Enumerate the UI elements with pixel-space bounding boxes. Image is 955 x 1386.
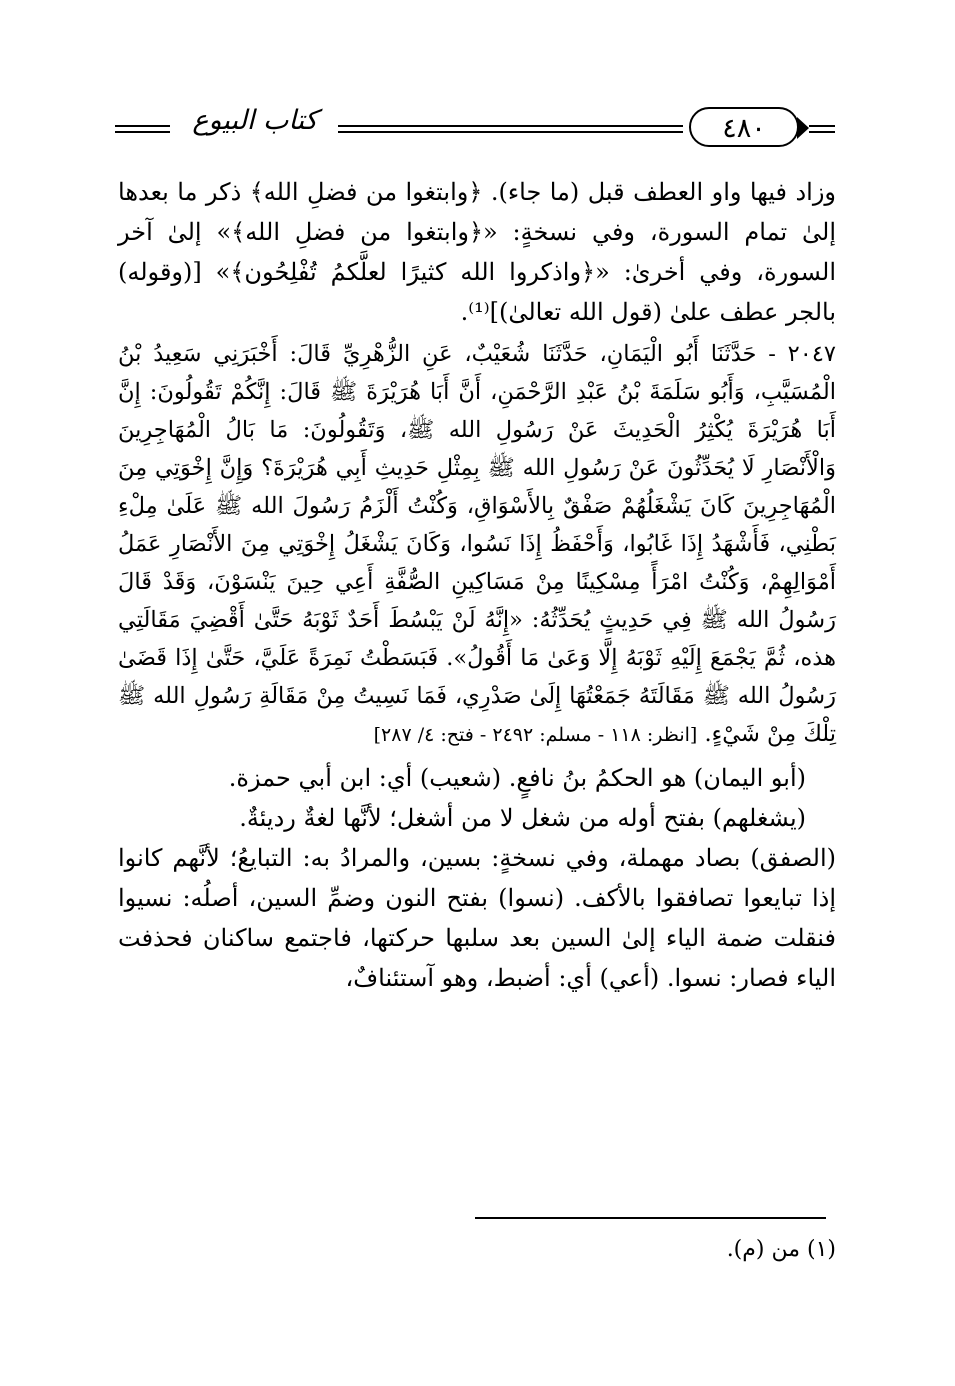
footnote: (١) من (م).: [726, 1237, 836, 1262]
commentary-line: (أبو اليمان) هو الحكمُ بنُ نافعٍ. (شعيب) أي: ابن أبي حمزة.: [228, 764, 806, 792]
commentary-paragraph: (الصفق) بصاد مهملة، وفي نسخةٍ: بسين، والمرادُ به: التبايعُ؛ لأنَّهم كانوا إذا تبايعوا تصافقوا بالأكف. (نسوا) بفتح النون وضمِّ السين، أصلُه: نسيوا فنقلت ضمة الياء إلىٰ السين بعد سلبها حركتها، فاجتمع ساكنان فحذفت الياء فصار: نسوا. (أعي) أي: أضبط، وهو آستئنافٌ،: [118, 844, 836, 992]
page-header: [115, 100, 835, 156]
hadith-reference: [انظر: ١١٨ - مسلم: ٢٤٩٢ - فتح: ٤/ ٢٨٧]: [373, 724, 698, 746]
commentary-line: (يشغلهم) بفتح أوله من شغل لا من أشغل؛ لأنَّها لغةٌ رديئةٌ.: [239, 804, 806, 832]
header-rule: [115, 131, 170, 133]
header-rule: [809, 125, 835, 127]
intro-paragraph: وزاد فيها واو العطف قبل (ما جاء). ﴿وابتغوا من فضلِ الله﴾ ذكر ما بعدها إلىٰ تمام السورة، وفي نسخةٍ: «﴿وابتغوا من فضلِ الله﴾» إلىٰ آخر السورة، وفي أخرىٰ: «﴿واذكروا الله كثيرًا لعلَّكمُ تُفْلِحُون﴾» [(وقوله) بالجر عطف علىٰ (قول الله تعالىٰ)]⁽¹⁾.: [118, 178, 836, 326]
hadith-paragraph: [118, 335, 836, 754]
header-rule: [338, 131, 683, 133]
page-number: ٤٨٠: [689, 107, 799, 147]
book-title: كتاب البيوع: [192, 105, 318, 136]
header-rule: [338, 125, 683, 127]
footnote-divider: [475, 1217, 826, 1219]
header-rule: [115, 125, 170, 127]
page-body: [118, 172, 836, 998]
hadith-number: ٢٠٤٧ -: [768, 341, 837, 367]
hadith-text: حَدَّثَنَا أَبُو الْيَمَانِ، حَدَّثَنَا شُعَيْبٌ، عَنِ الزُّهْرِيِّ قَالَ: أَخْبَرَنِي سَعِيدُ بْنُ الْمُسَيَّبِ، وَأَبُو سَلَمَةَ بْنُ عَبْدِ الرَّحْمَنِ، أَنَّ أَبَا هُرَيْرَةَ ﷺ قَالَ: إِنَّكُمْ تَقُولُونَ: إِنَّ أَبَا هُرَيْرَةَ يُكْثِرُ الْحَدِيثَ عَنْ رَسُولِ الله ﷺ، وَتَقُولُونَ: مَا بَالُ الْمُهَاجِرِينَ وَالْأَنْصَارِ لَا يُحَدِّثُونَ عَنْ رَسُولِ الله ﷺ بِمِثْلِ حَدِيثِ أَبِي هُرَيْرَةَ؟ وَإِنَّ إِخْوَتِي مِنَ الْمُهَاجِرِينَ كَانَ يَشْغَلُهُمْ صَفْقٌ بِالأَسْوَاقِ، وَكُنْتُ أَلْزَمُ رَسُولَ الله ﷺ عَلَىٰ مِلْءِ بَطْنِي، فَأَشْهَدُ إِذَا غَابُوا، وَأَحْفَظُ إِذَا نَسُوا، وَكَانَ يَشْغَلُ إِخْوَتِي مِنَ الأَنْصَارِ عَمَلُ أَمْوَالِهِمْ، وَكُنْتُ امْرَأً مِسْكِينًا مِنْ مَسَاكِينِ الصُّفَّةِ أَعِي حِينَ يَنْسَوْنَ، وَقَدْ قَالَ رَسُولُ الله ﷺ فِي حَدِيثٍ يُحَدِّثُهُ: «إِنَّهُ لَنْ يَبْسُطَ أَحَدٌ ثَوْبَهُ حَتَّىٰ أَقْضِيَ مَقَالَتِي هذه، ثُمَّ يَجْمَعَ إِلَيْهِ ثَوْبَهُ إِلَّا وَعَىٰ مَا أَقُولُ». فَبَسَطْتُ نَمِرَةً عَلَيَّ، حَتَّىٰ إِذَا قَضَىٰ رَسُولُ الله ﷺ مَقَالَتَهُ جَمَعْتُهَا إِلَىٰ صَدْرِي، فَمَا نَسِيتُ مِنْ مَقَالَةِ رَسُولِ الله ﷺ تِلْكَ مِنْ شَيْءٍ.: [118, 341, 836, 747]
header-rule: [809, 131, 835, 133]
